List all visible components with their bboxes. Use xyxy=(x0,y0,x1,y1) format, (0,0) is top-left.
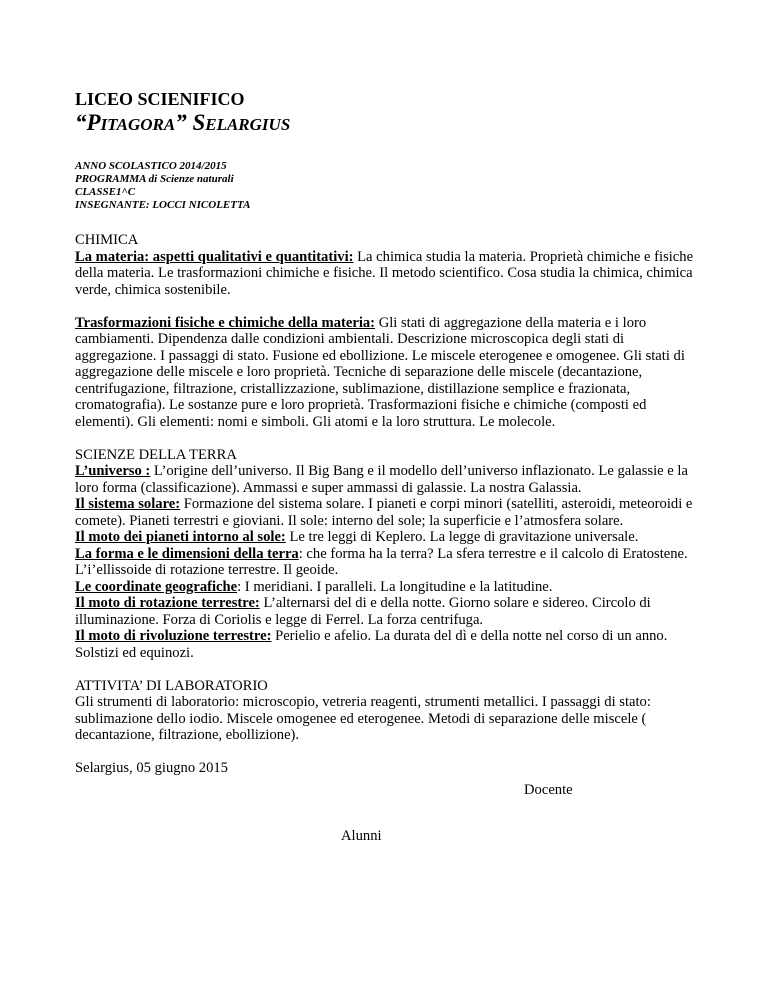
paragraph xyxy=(75,628,700,661)
school-subtitle xyxy=(75,110,700,138)
topic-heading: Trasformazioni fisiche e chimiche della materia: xyxy=(75,314,376,331)
paragraph-text: Gli stati di aggregazione della materia e i loro cambiamenti. Dipendenza dalle condizioni ambientali. Descrizione microscopica degli stati di aggregazione. I passaggi di stato. Fusione ed ebollizione. Le miscele eterogenee e omogenee. Gli stati di aggregazione delle miscele e loro proprietà. Tecniche di separazione delle miscele (decantazione, centrifugazione, filtrazione, cristallizzazione, sublimazione, distillazione semplice e frazionata, cromatografia). Le sostanze pure e loro proprietà. Trasformazioni fisiche e chimiche (composti ed elementi). Gli elementi: nomi e simboli. Gli atomi e la loro struttura. Le molecole. xyxy=(75,314,685,430)
school-name: LICEO SCIENIFICO xyxy=(75,89,245,109)
topic-heading: Le coordinate geografiche xyxy=(75,578,238,595)
topic-heading: La forma e le dimensioni della terra xyxy=(75,545,299,562)
alunni-signature-label: Alunni xyxy=(341,827,382,844)
paragraph-text: Formazione del sistema solare. I pianeti e corpi minori (satelliti, asteroidi, meteoroidi e comete). Pianeti terrestri e gioviani. Il sole: interno del sole; la superficie e l’atmosfera solare. xyxy=(75,496,693,529)
date-line: Selargius, 05 giugno 2015 xyxy=(75,759,228,776)
paragraph xyxy=(75,249,700,299)
topic-heading: L’universo : xyxy=(75,463,151,479)
section-title-terra: SCIENZE DELLA TERRA xyxy=(75,446,237,463)
paragraph xyxy=(75,463,700,496)
paragraph xyxy=(75,579,700,596)
paragraph-text: La chimica studia la materia. Proprietà chimiche e fisiche della materia. Le trasformazioni chimiche e fisiche. Il metodo scientifico. Cosa studia la chimica, chimica verde, chimica sostenibile. xyxy=(75,248,694,298)
meta-teacher: INSEGNANTE: LOCCI NICOLETTA xyxy=(75,199,251,211)
topic-heading: Il moto dei pianeti intorno al sole: xyxy=(75,529,286,545)
paragraph xyxy=(75,315,700,431)
topic-heading: Il moto di rivoluzione terrestre: xyxy=(75,628,272,644)
paragraph-text: L’alternarsi del di e della notte. Giorno solare e sidereo. Circolo di illuminazione. Forza di Coriolis e legge di Ferrel. La forza centrifuga. xyxy=(75,595,651,628)
section-title-lab: ATTIVITA’ DI LABORATORIO xyxy=(75,677,268,694)
subtitle-open: “P xyxy=(75,110,101,135)
section-chimica xyxy=(75,232,700,430)
subtitle-part1: ITAGORA xyxy=(100,115,176,134)
subtitle-mid: ” S xyxy=(175,110,206,135)
paragraph xyxy=(75,496,700,529)
meta-program: PROGRAMMA di Scienze naturali xyxy=(75,173,234,185)
docente-signature-label: Docente xyxy=(524,782,573,798)
paragraph xyxy=(75,595,700,628)
topic-heading: Il sistema solare: xyxy=(75,496,181,512)
meta-class: CLASSE1^C xyxy=(75,186,136,198)
meta-school-year: ANNO SCOLASTICO 2014/2015 xyxy=(75,160,227,172)
paragraph xyxy=(75,529,700,546)
paragraph-text: Perielio e afelio. La durata del dì e della notte nel corso di un anno. Solstizi ed equinozi. xyxy=(75,628,668,661)
paragraph-text: L’origine dell’universo. Il Big Bang e il modello dell’universo inflazionato. Le galassie e la loro forma (classificazione). Ammassi e super ammassi di galassie. La nostra Galassia. xyxy=(75,463,688,496)
section-terra xyxy=(75,447,700,662)
topic-heading: La materia: aspetti qualitativi e quantitativi: xyxy=(75,248,354,265)
topic-heading: Il moto di rotazione terrestre: xyxy=(75,595,260,611)
section-laboratorio xyxy=(75,678,700,744)
section-title-chimica: CHIMICA xyxy=(75,232,139,248)
program-meta xyxy=(75,160,700,212)
paragraph-text: : che forma ha la terra? La sfera terrestre e il calcolo di Eratostene. L’i’ellissoide di rotazione terrestre. Il geoide. xyxy=(75,545,688,578)
paragraph-text: : I meridiani. I paralleli. La longitudine e la latitudine. xyxy=(237,578,553,595)
paragraph-text: Gli strumenti di laboratorio: microscopio, vetreria reagenti, strumenti metallici. I passaggi di stato: sublimazione dello iodio. Miscele omogenee ed eterogenee. Metodi di separazione delle miscele ( decantazione, filtrazione, ebollizione). xyxy=(75,694,651,743)
document-page xyxy=(75,88,700,844)
paragraph-text: Le tre leggi di Keplero. La legge di gravitazione universale. xyxy=(285,529,639,545)
subtitle-part2: ELARGIUS xyxy=(205,115,291,134)
paragraph xyxy=(75,546,700,579)
